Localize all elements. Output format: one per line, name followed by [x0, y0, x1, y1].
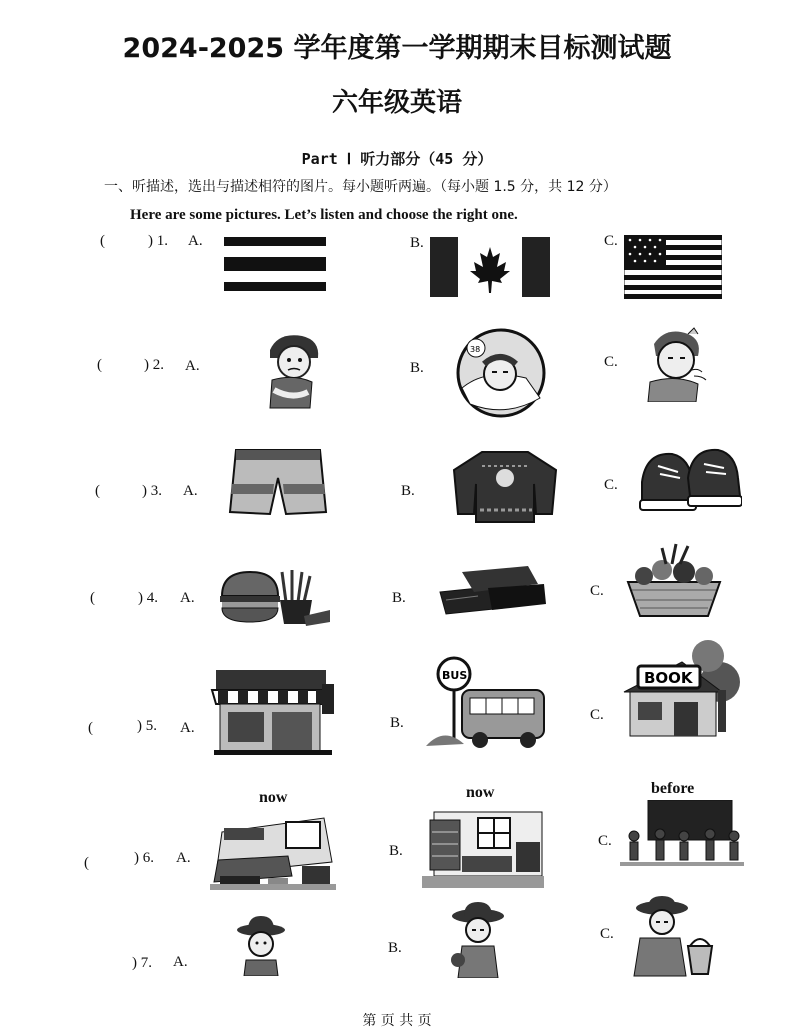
caption-a: now: [259, 789, 288, 806]
option-b-label: B.: [392, 590, 406, 606]
answer-bracket[interactable]: (: [97, 357, 102, 373]
option-c-label: C.: [590, 583, 604, 599]
bookstore-icon: [622, 632, 742, 742]
option-a-label: A.: [176, 850, 191, 866]
option-a-label: A.: [180, 590, 195, 606]
svg-text:BUS: BUS: [442, 669, 468, 682]
option-b-label: B.: [388, 940, 402, 956]
page-footer: 第 页 共 页: [362, 1013, 432, 1029]
option-b-label: B.: [401, 483, 415, 499]
option-b-label: B.: [410, 235, 424, 251]
cowboy-kid-icon: [236, 916, 286, 976]
shorts-icon: [228, 448, 328, 518]
question-number: ) 5.: [137, 718, 157, 734]
answer-bracket[interactable]: (: [100, 233, 105, 249]
chocolate-bars-icon: [438, 562, 548, 618]
option-c-label: C.: [600, 926, 614, 942]
fever-boy-icon: [456, 328, 546, 418]
messy-room-icon: [208, 812, 338, 894]
answer-bracket[interactable]: (: [90, 590, 95, 606]
question-number: ) 6.: [134, 850, 154, 866]
answer-bracket[interactable]: (: [88, 720, 93, 736]
option-c-label: C.: [604, 477, 618, 493]
bus-stop-icon: [424, 656, 548, 750]
answer-bracket[interactable]: (: [84, 855, 89, 871]
usa-flag-icon: [624, 235, 722, 299]
option-c-label: C.: [590, 707, 604, 723]
option-a-label: A.: [183, 483, 198, 499]
option-a-label: A.: [173, 954, 188, 970]
question-number: ) 1.: [148, 233, 168, 249]
kids-classroom-icon: [620, 800, 744, 868]
option-c-label: C.: [604, 233, 618, 249]
question-number: ) 7.: [132, 955, 152, 971]
tidy-room-icon: [420, 806, 546, 892]
part-heading: Part Ⅰ 听力部分（45 分）: [301, 150, 493, 168]
option-c-label: C.: [598, 833, 612, 849]
canada-flag-icon: [430, 237, 550, 297]
cafe-shop-icon: [210, 664, 336, 756]
option-b-label: B.: [389, 843, 403, 859]
section-heading: 一、听描述，选出与描述相符的图片。每小题听两遍。（每小题 1.5 分，共 12 分）: [104, 179, 617, 195]
coughing-boy-icon: [636, 326, 712, 402]
option-a-label: A.: [180, 720, 195, 736]
striped-flag-icon: [222, 235, 328, 297]
option-c-label: C.: [604, 354, 618, 370]
option-b-label: B.: [390, 715, 404, 731]
instruction-text: Here are some pictures. Let’s listen and choose the right one.: [130, 207, 518, 223]
caption-c: before: [651, 780, 695, 797]
burger-fries-icon: [216, 566, 332, 628]
question-number: ) 4.: [138, 590, 158, 606]
option-a-label: A.: [188, 233, 203, 249]
cowboy-kid-bucket-icon: [630, 896, 716, 978]
caption-b: now: [466, 784, 495, 801]
svg-text:BOOK: BOOK: [644, 669, 693, 687]
cowboy-kid-washing-icon: [444, 902, 514, 978]
answer-bracket[interactable]: (: [95, 483, 100, 499]
page-title: 2024-2025 学年度第一学期期末目标测试题: [122, 33, 672, 64]
question-number: ) 2.: [144, 357, 164, 373]
sneakers-icon: [638, 442, 742, 520]
svg-text:38: 38: [470, 345, 481, 354]
option-a-label: A.: [185, 358, 200, 374]
stomachache-boy-icon: [258, 330, 328, 410]
option-b-label: B.: [410, 360, 424, 376]
vegetable-basket-icon: [622, 542, 726, 618]
question-number: ) 3.: [142, 483, 162, 499]
page-subtitle: 六年级英语: [331, 88, 462, 118]
sweater-icon: [452, 448, 558, 524]
